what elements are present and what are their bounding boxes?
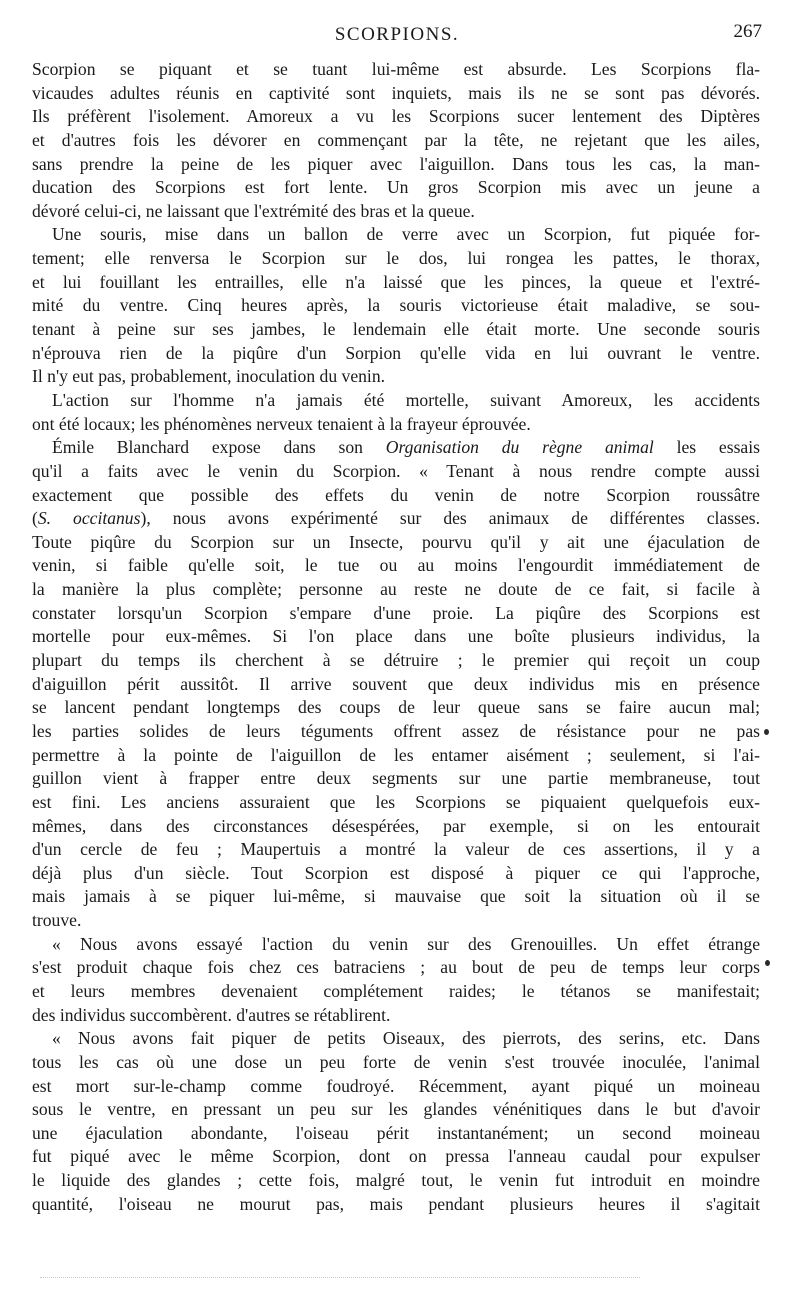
text-line [32, 342, 760, 366]
running-title: SCORPIONS. [334, 24, 460, 45]
line-text: ( [32, 508, 38, 529]
text-line [32, 105, 760, 129]
line-text: sous le ventre, en pressant un peu sur les glandes vénénitiques dans le but d'avoir [32, 1099, 760, 1120]
footer-rule [40, 1277, 640, 1278]
text-line [32, 578, 760, 602]
text-line [32, 815, 760, 839]
text-line [32, 200, 760, 224]
line-text: et leurs membres devenaient complétement raides; le tétanos se manifestait; [32, 980, 760, 1001]
line-text: guillon vient à frapper entre deux segments sur une partie membraneuse, tout [32, 768, 760, 789]
line-text: « Nous avons essayé l'action du venin sur des Grenouilles. Un effet étrange [52, 933, 760, 954]
line-text: fut piqué avec le même Scorpion, dont on pressa l'anneau caudal pour expulser [32, 1146, 760, 1167]
text-line [32, 176, 760, 200]
text-line [32, 460, 760, 484]
text-line [32, 484, 760, 508]
text-line [32, 389, 760, 413]
line-text: permettre à la pointe de l'aiguillon de les entamer aisément ; seulement, si l'ai- [32, 744, 760, 765]
line-text: et lui fouillant les entrailles, elle n'a laissé que les pinces, la queue et l'extré- [32, 271, 760, 292]
line-text-continued: les essais [676, 437, 760, 458]
line-text: tous les cas où une dose un peu forte de venin s'est trouvée inoculée, l'animal [32, 1051, 760, 1072]
text-line [32, 1075, 760, 1099]
text-line [32, 885, 760, 909]
line-text: d'un cercle de feu ; Maupertuis a montré la valeur de ces assertions, il y a [32, 839, 760, 860]
running-head [32, 21, 762, 54]
line-text: ducation des Scorpions est fort lente. Un gros Scorpion mis avec un jeune a [32, 177, 760, 198]
text-line [32, 838, 760, 862]
line-text: est mort sur-le-champ comme foudroyé. Récemment, ayant piqué un moineau [32, 1075, 760, 1096]
line-text: qu'il a faits avec le venin du Scorpion. « Tenant à nous rendre compte aussi [32, 460, 760, 481]
text-line [32, 673, 760, 697]
text-line [32, 862, 760, 886]
text-line [32, 909, 760, 933]
line-text: et d'autres fois les dévorer en commençant par la tête, ne rejetant que les ailes, [32, 129, 760, 150]
line-text: Ils préfèrent l'isolement. Amoreux a vu les Scorpions sucer lentement des Diptères [32, 106, 760, 127]
body-text [32, 58, 760, 1216]
line-text: Une souris, mise dans un ballon de verre avec un Scorpion, fut piquée for- [52, 224, 760, 245]
text-line [32, 625, 760, 649]
text-line [32, 554, 760, 578]
line-text: venin, si faible qu'elle soit, le tue ou au moins l'engourdit immédiatement de [32, 555, 760, 576]
line-text: mortelle pour eux-mêmes. Si l'on place dans une boîte plusieurs individus, la [32, 626, 760, 647]
line-text: L'action sur l'homme n'a jamais été mortelle, suivant Amoreux, les accidents [52, 389, 760, 410]
line-text: mais jamais à se piquer lui-même, si mauvaise que soit la situation où il se [32, 886, 760, 907]
text-line [32, 271, 760, 295]
text-line [32, 58, 760, 82]
text-line [32, 980, 760, 1004]
line-text: tement; elle renversa le Scorpion sur le dos, lui rongea les pattes, le thorax, [32, 248, 760, 269]
text-line [32, 720, 760, 744]
line-text: Émile Blanchard expose dans son [52, 437, 363, 458]
line-text: s'est produit chaque fois chez ces batraciens ; au bout de peu de temps leur corps [32, 957, 760, 978]
text-line [32, 507, 760, 531]
line-text: trouve. [32, 910, 82, 931]
text-line [32, 696, 760, 720]
italic-title: Organisation du règne animal [385, 437, 654, 458]
line-text: des individus succombèrent. d'autres se rétablirent. [32, 1004, 391, 1025]
line-text: quantité, l'oiseau ne mourut pas, mais pendant plusieurs heures il s'agitait [32, 1193, 760, 1214]
line-text: vicaudes adultes réunis en captivité sont inquiets, mais ils ne se sont pas dévorés. [32, 82, 760, 103]
text-line [32, 791, 760, 815]
text-line [32, 956, 760, 980]
line-text: est fini. Les anciens assuraient que les Scorpions se piquaient quelquefois eux- [32, 791, 760, 812]
line-text: Il n'y eut pas, probablement, inoculation du venin. [32, 366, 386, 387]
text-line [32, 1027, 760, 1051]
text-line [32, 247, 760, 271]
ink-speck [764, 729, 769, 735]
line-text: d'aiguillon périt aussitôt. Il arrive souvent que deux individus mis en présence [32, 673, 760, 694]
ink-speck [765, 960, 770, 966]
line-text: dévoré celui-ci, ne laissant que l'extrémité des bras et la queue. [32, 200, 475, 221]
text-line [32, 82, 760, 106]
line-text: mêmes, dans des circonstances désespérées, par exemple, si on les entourait [32, 815, 760, 836]
line-text: tenant à peine sur ses jambes, le lendemain elle était morte. Une seconde souris [32, 319, 760, 340]
italic-title: S. occitanus [37, 508, 141, 529]
text-line [32, 129, 760, 153]
text-line [32, 767, 760, 791]
line-text: sans prendre la peine de les piquer avec l'aiguillon. Dans tous les cas, la man- [32, 153, 760, 174]
line-text: se lancent pendant longtemps des coups de leur queue sans se faire aucun mal; [32, 697, 760, 718]
line-text: déjà plus d'un siècle. Tout Scorpion est disposé à piquer ce qui l'approche, [32, 862, 760, 883]
text-line [32, 294, 760, 318]
line-text: exactement que possible des effets du venin de notre Scorpion roussâtre [32, 484, 760, 505]
line-text: constater lorsqu'un Scorpion s'empare d'une proie. La piqûre des Scorpions est [32, 602, 760, 623]
line-text: Scorpion se piquant et se tuant lui-même est absurde. Les Scorpions fla- [32, 59, 760, 79]
text-line [32, 744, 760, 768]
text-line [32, 1145, 760, 1169]
line-text: « Nous avons fait piquer de petits Oiseaux, des pierrots, des serins, etc. Dans [52, 1028, 760, 1049]
text-line [32, 602, 760, 626]
line-text: le liquide des glandes ; cette fois, malgré tout, le venin fut introduit en moindre [32, 1170, 760, 1191]
text-line [32, 365, 760, 389]
text-line [32, 223, 760, 247]
text-line [32, 1051, 760, 1075]
line-text: une éjaculation abondante, l'oiseau périt instantanément; un second moineau [32, 1122, 760, 1143]
line-text: Toute piqûre du Scorpion sur un Insecte, pourvu qu'il y ait une éjaculation de [32, 531, 760, 552]
text-line [32, 649, 760, 673]
text-line [32, 318, 760, 342]
line-text: ont été locaux; les phénomènes nerveux tenaient à la frayeur éprouvée. [32, 413, 531, 434]
text-line [32, 413, 760, 437]
text-line [32, 933, 760, 957]
page-number: 267 [733, 21, 762, 42]
line-text-continued: ), nous avons expérimenté sur des animaux de différentes classes. [140, 508, 761, 529]
text-line [32, 531, 760, 555]
text-line [32, 1122, 760, 1146]
line-text: les parties solides de leurs téguments offrent assez de résistance pour ne pas [32, 720, 760, 741]
text-line [32, 436, 760, 460]
line-text: plupart du temps ils cherchent à se détruire ; le premier qui reçoit un coup [32, 650, 760, 671]
text-line [32, 1098, 760, 1122]
text-line [32, 153, 760, 177]
text-line [32, 1004, 760, 1028]
line-text: mité du ventre. Cinq heures après, la souris victorieuse était maladive, se sou- [32, 295, 760, 316]
text-line [32, 1169, 760, 1193]
line-text: la manière la plus complète; personne au reste ne doute de ce fait, si facile à [32, 579, 760, 600]
text-line [32, 1193, 760, 1217]
line-text: n'éprouva rien de la piqûre d'un Sorpion qu'elle vida en lui ouvrant le ventre. [32, 342, 760, 363]
